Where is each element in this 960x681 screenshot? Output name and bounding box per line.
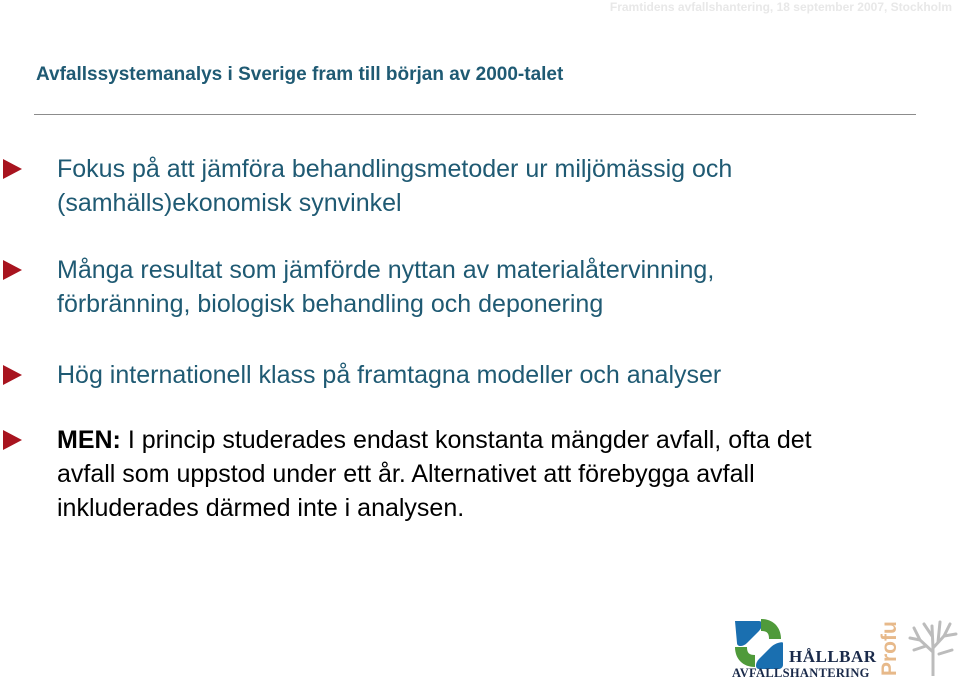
hallbar-logo-line1: HÅLLBAR bbox=[789, 647, 877, 666]
bullet-line: (samhälls)ekonomisk synvinkel bbox=[57, 189, 402, 217]
bullet-line: Hög internationell klass på framtagna modeller och analyser bbox=[57, 361, 722, 389]
bullet-text bbox=[57, 423, 927, 525]
bullet-line: inkluderades därmed inte i analysen. bbox=[57, 494, 465, 522]
bullet-line: avfall som uppstod under ett år. Alternativet att förebygga avfall bbox=[57, 460, 755, 488]
bullet-text bbox=[57, 358, 927, 392]
bullet-arrow-icon bbox=[3, 430, 22, 450]
profu-logo-text: Profu bbox=[878, 621, 901, 676]
slide-title: Avfallssystemanalys i Sverige fram till början av 2000-talet bbox=[36, 64, 564, 85]
bullet-lead: MEN: bbox=[57, 426, 121, 454]
bullet-arrow-icon bbox=[3, 159, 22, 179]
bullet-arrow-icon bbox=[3, 260, 22, 280]
hallbar-logo-line2: AVFALLSHANTERING bbox=[732, 666, 870, 680]
bullet-line: förbränning, biologisk behandling och deponering bbox=[57, 290, 604, 318]
title-divider bbox=[34, 114, 916, 115]
bullet-text bbox=[57, 152, 927, 220]
bullet-line: Många resultat som jämförde nyttan av materialåtervinning, bbox=[57, 256, 715, 284]
logos bbox=[730, 612, 960, 680]
bullet-line: Fokus på att jämföra behandlingsmetoder ur miljömässig och bbox=[57, 155, 733, 183]
bullet-line: I princip studerades endast konstanta mängder avfall, ofta det bbox=[120, 426, 812, 454]
hallbar-leaf-icon bbox=[733, 617, 785, 669]
bullet-arrow-icon bbox=[3, 365, 22, 385]
profu-tree-icon bbox=[908, 618, 958, 676]
bullet-text bbox=[57, 253, 927, 321]
header-note: Framtidens avfallshantering, 18 september 2007, Stockholm bbox=[609, 0, 952, 14]
